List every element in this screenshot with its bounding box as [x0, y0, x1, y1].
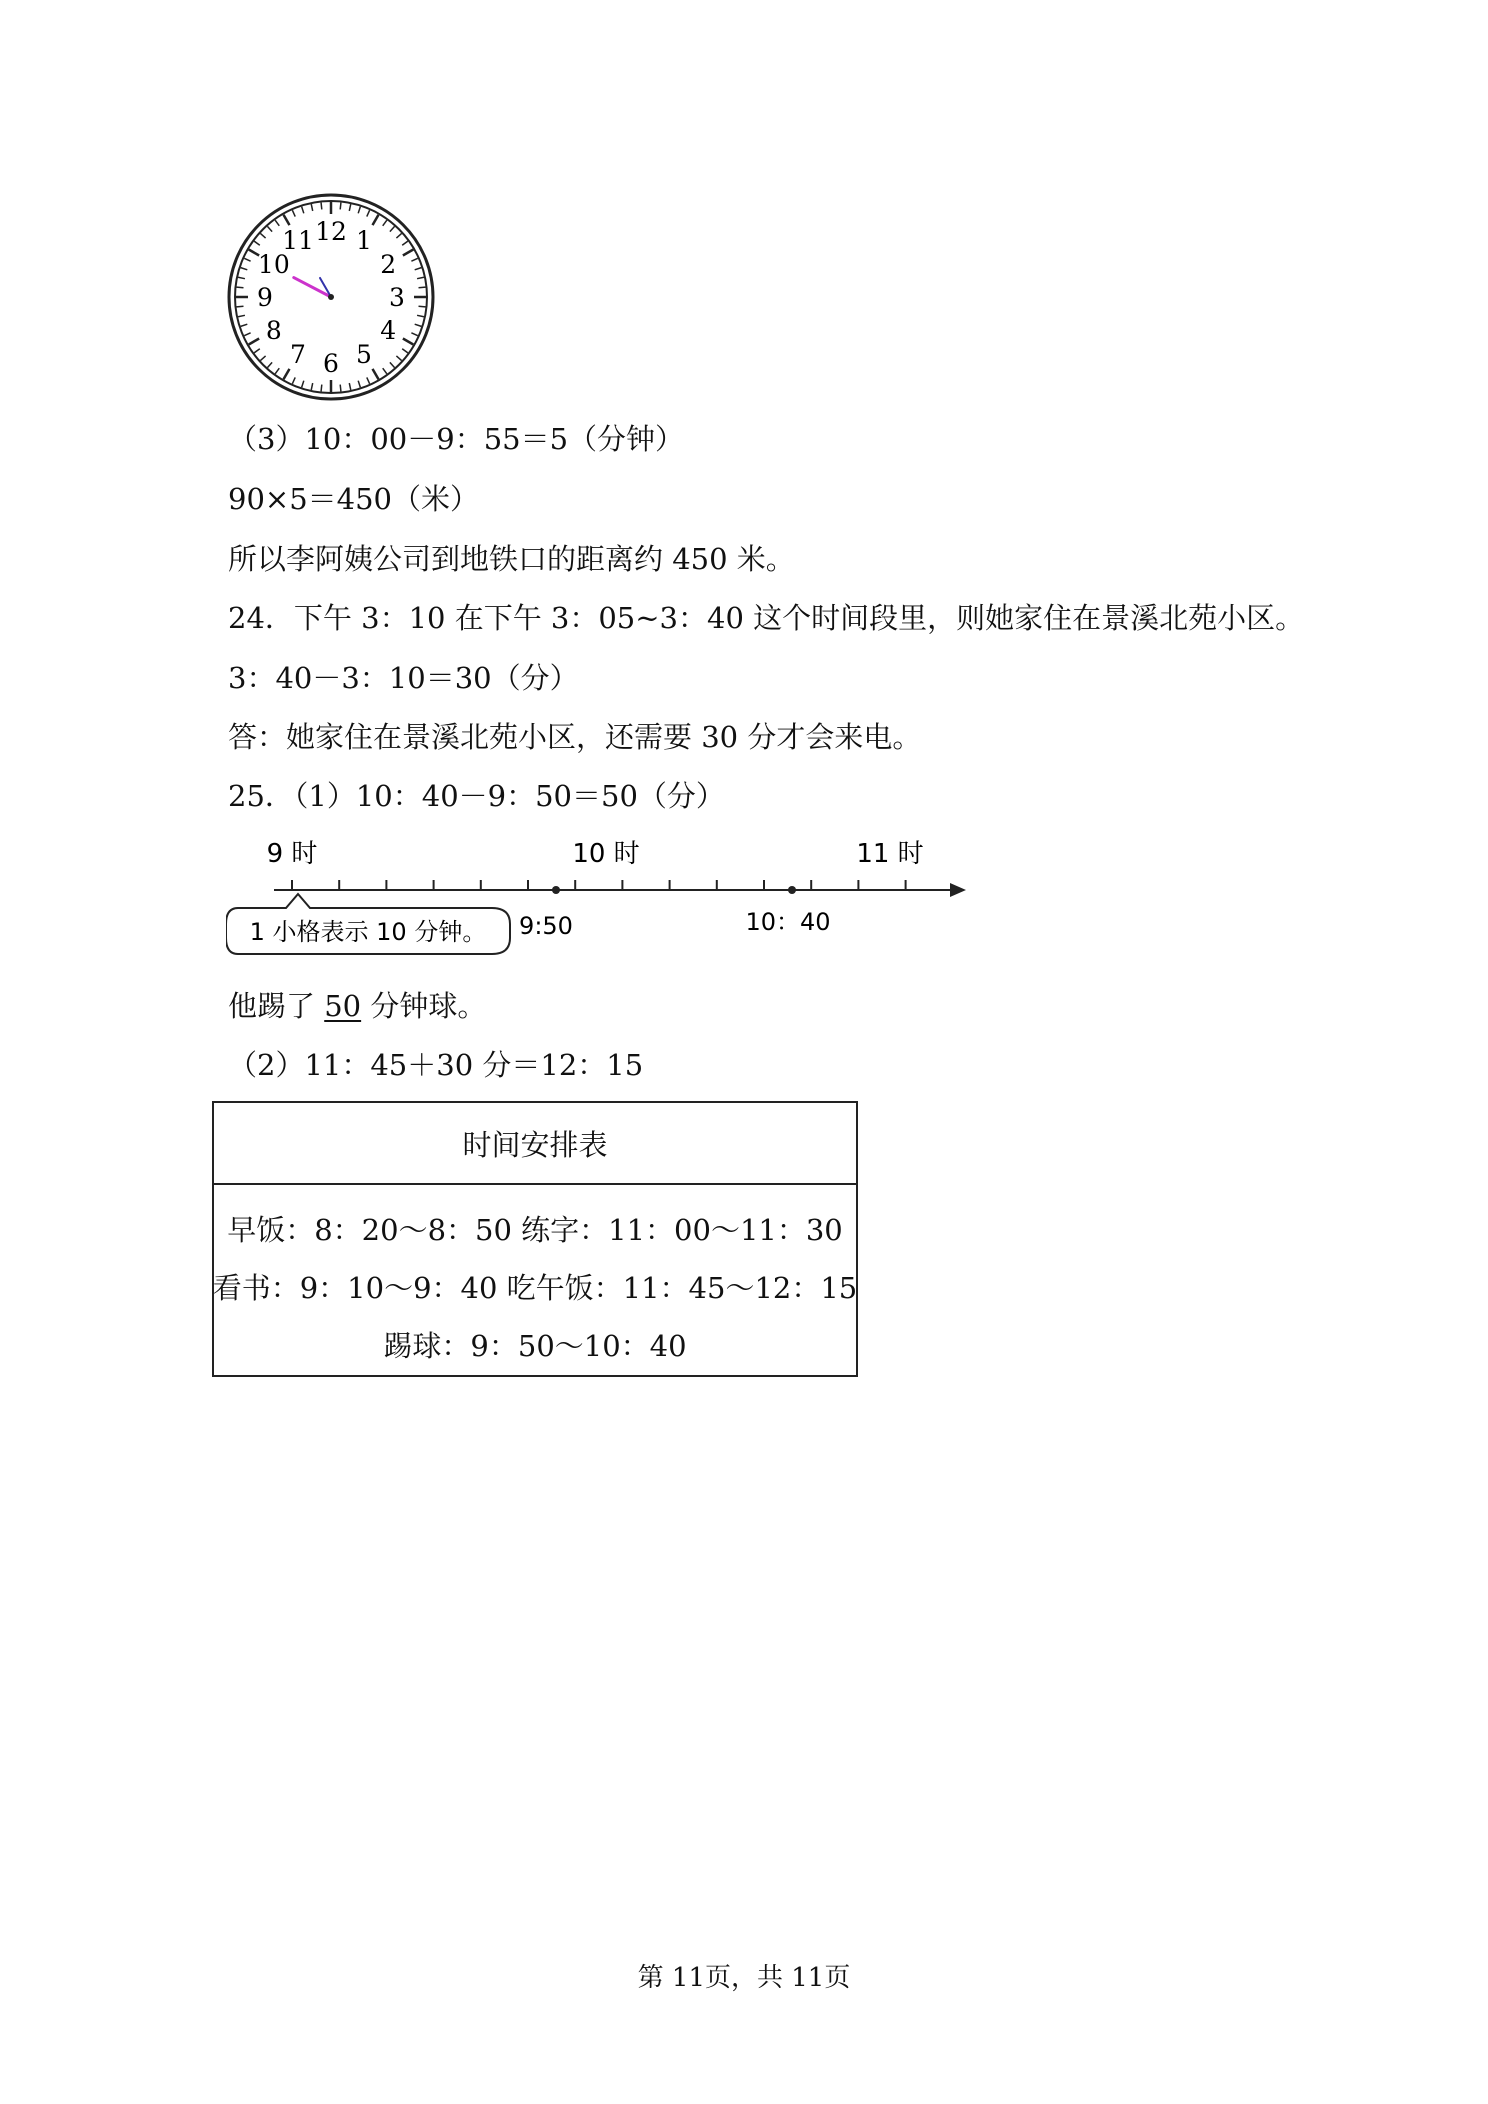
clock-tick — [311, 204, 312, 211]
timeline-callout-text: 1 小格表示 10 分钟。 — [249, 918, 487, 946]
clock-tick — [321, 385, 322, 392]
timeline-point-label-10-40: 10：40 — [745, 908, 831, 936]
schedule-row: 早饭：8：20～8：50 练字：11：00～11：30 — [227, 1212, 843, 1247]
clock-tick — [284, 369, 290, 379]
q23-3-conclusion: 所以李阿姨公司到地铁口的距离约 450 米。 — [228, 542, 795, 576]
timeline-hour-label-10: 10 时 — [572, 839, 640, 869]
timeline-ticks — [292, 880, 906, 890]
clock-tick — [402, 241, 408, 245]
q25-1-answer — [228, 988, 486, 1024]
schedule-body — [214, 1185, 856, 1373]
clock-tick — [367, 377, 370, 383]
clock-tick — [238, 315, 245, 316]
clock-tick — [411, 333, 417, 336]
clock-number: 4 — [380, 316, 397, 345]
clock-tick — [254, 241, 260, 245]
clock-tick — [267, 362, 272, 367]
clock-tick — [260, 356, 265, 361]
timeline-point-label-9-50: 9:50 — [519, 912, 573, 940]
clock-tick — [292, 210, 295, 216]
q23-3-step1: （3）10：00－9：55＝5（分钟） — [228, 422, 685, 456]
clock-tick — [284, 215, 290, 225]
clock-tick — [419, 287, 426, 288]
clock-tick — [373, 215, 379, 225]
schedule-title: 时间安排表 — [214, 1103, 856, 1185]
clock-number: 9 — [257, 283, 273, 312]
clock-number: 12 — [315, 217, 347, 246]
clock-tick — [367, 210, 370, 216]
clock-tick — [411, 258, 417, 261]
clock-tick — [249, 339, 259, 345]
clock-tick — [358, 207, 360, 214]
clock-tick — [302, 381, 304, 388]
q23-3-step2: 90×5＝450（米） — [228, 482, 480, 516]
clock-tick — [321, 203, 322, 210]
clock-tick — [396, 356, 401, 361]
clock-tick — [237, 287, 244, 288]
clock-tick — [358, 381, 360, 388]
clock-tick — [244, 258, 250, 261]
clock-tick — [275, 220, 279, 226]
clock-tick — [241, 324, 248, 326]
clock-tick — [415, 268, 422, 270]
clock-figure — [226, 192, 436, 402]
clock-center-pin — [328, 294, 334, 300]
schedule-row: 踢球：9：50～10：40 — [383, 1328, 687, 1363]
clock-tick — [237, 306, 244, 307]
timeline-arrowhead — [950, 883, 966, 897]
clock-tick — [349, 204, 350, 211]
q25-2-step1: （2）11：45＋30 分＝12：15 — [228, 1048, 644, 1082]
clock-number: 3 — [389, 283, 405, 312]
clock-tick — [383, 220, 387, 226]
clock-tick — [244, 333, 250, 336]
q25-1-step1: 25．（1）10：40－9：50＝50（分） — [228, 779, 725, 813]
page-footer: 第 11页，共 11页 — [637, 1963, 851, 1993]
q24-step1: 24．下午 3：10 在下午 3：05~3：40 这个时间段里，则她家住在景溪北苑小区。 — [228, 601, 1305, 635]
clock-tick — [241, 268, 248, 270]
clock-tick — [383, 368, 387, 374]
clock-number: 6 — [323, 349, 339, 378]
clock-tick — [349, 383, 350, 390]
clock-number: 8 — [265, 316, 282, 345]
clock-tick — [396, 233, 401, 238]
clock-tick — [419, 306, 426, 307]
clock-tick — [403, 250, 413, 256]
clock-tick — [260, 233, 265, 238]
clock-tick — [340, 203, 341, 210]
clock-tick — [415, 324, 422, 326]
clock-tick — [254, 349, 260, 353]
timeline-hour-label-9: 9 时 — [266, 839, 318, 869]
q25-1-answer-prefix: 他踢了 — [228, 989, 325, 1023]
clock-number: 11 — [282, 225, 314, 255]
clock-tick — [340, 385, 341, 392]
clock-tick — [390, 362, 395, 367]
q24-step2: 3：40－3：10＝30（分） — [228, 661, 579, 695]
timeline-figure — [226, 828, 986, 968]
clock-number: 1 — [356, 225, 372, 255]
clock-number: 5 — [356, 340, 372, 370]
q24-answer: 答：她家住在景溪北苑小区，还需要 30 分才会来电。 — [228, 720, 922, 754]
clock-tick — [302, 207, 304, 214]
clock-tick — [417, 277, 424, 278]
timeline-point-9-50 — [552, 886, 560, 894]
clock-tick — [311, 383, 312, 390]
timeline-point-10-40 — [788, 886, 796, 894]
clock-tick — [373, 369, 379, 379]
q25-1-answer-suffix: 分钟球。 — [361, 989, 487, 1023]
clock-number: 7 — [290, 340, 306, 370]
clock-tick — [417, 315, 424, 316]
clock-number: 2 — [380, 250, 397, 279]
schedule-row: 看书：9：10～9：40 吃午饭：11：45～12：15 — [212, 1270, 858, 1305]
clock-tick — [267, 226, 272, 231]
clock-tick — [403, 339, 413, 345]
schedule-table — [212, 1101, 858, 1377]
clock-tick — [402, 349, 408, 353]
clock-tick — [238, 277, 245, 278]
q25-1-answer-value: 50 — [324, 989, 362, 1023]
clock-tick — [390, 226, 395, 231]
timeline-hour-label-11: 11 时 — [856, 839, 924, 869]
clock-number: 10 — [257, 250, 290, 279]
clock-tick — [275, 368, 279, 374]
clock-tick — [292, 377, 295, 383]
